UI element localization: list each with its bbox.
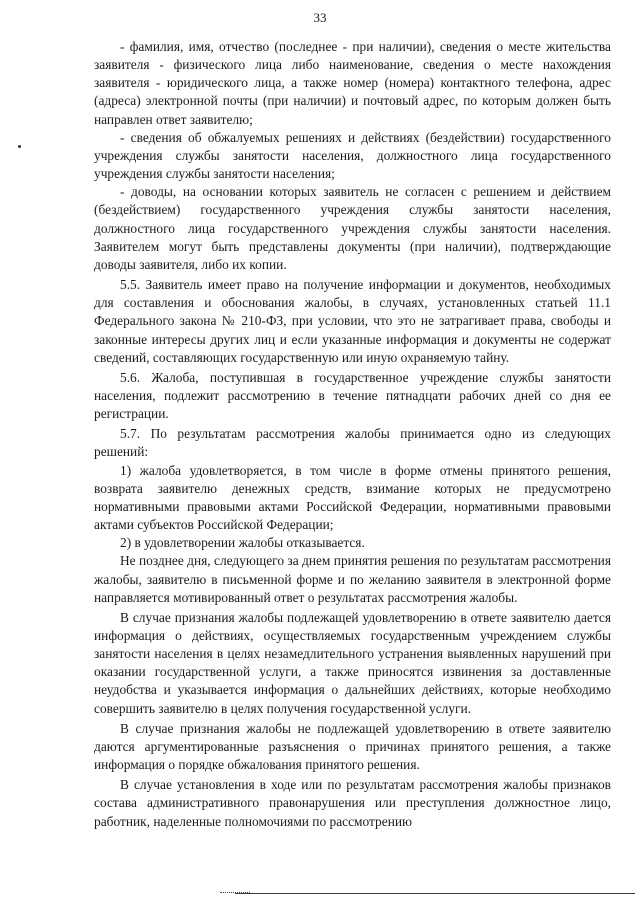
scan-speck [18,145,21,148]
document-body [94,38,611,831]
paragraph-decision-1: 1) жалоба удовлетворяется, в том числе в форме отмены принятого решения, возврата заявителю денежных средств, взимание которых не предусмотрено нормативными правовыми актами Российской Федерации, нормативными правовыми актами субъектов Российской Федерации; [94,462,611,533]
footer-divider [235,893,635,894]
paragraph-decision-2: 2) в удовлетворении жалобы отказывается. [120,535,365,551]
paragraph-complaint-satisfied: В случае признания жалобы подлежащей удовлетворению в ответе заявителю дается информация о действиях, осуществляемых государственным учреждением службы занятости населения в целях незамедлительного устранения выявленных нарушений при оказании государственной услуги, а также приносятся извинения за доставленные неудобства и указывается информация о дальнейших действиях, которые необходимо совершить заявителю в целях получения государственной услуги. [94,609,611,716]
paragraph-arguments: - доводы, на основании которых заявитель не согласен с решением и действием (бездействием) государственного учреждения службы занятости населения, должностного лица государственного учреждения службы занятости населения. Заявителем могут быть представлены документы (при наличии), подтверждающие доводы заявителя, либо их копии. [94,184,611,272]
paragraph-applicant-name: - фамилия, имя, отчество (последнее - при наличии), сведения о месте жительства заявителя - физического лица либо наименование, сведения о месте нахождения заявителя - юридического лица, а также номер (номера) контактного телефона, адрес (адреса) электронной почты (при наличии) и почтовый адрес, по которым должен быть направлен ответ заявителю; [94,39,611,127]
paragraph-violation-found: В случае установления в ходе или по результатам рассмотрения жалобы признаков состава административного правонарушения или преступления должностное лицо, работник, наделенные полномочиями по рассмотрению [94,777,611,829]
paragraph-complaint-rejected: В случае признания жалобы не подлежащей удовлетворению в ответе заявителю даются аргументированные разъяснения о причинах принятого решения, а также информация о порядке обжалования принятого решения. [94,720,611,773]
paragraph-5-7: 5.7. По результатам рассмотрения жалобы принимается одно из следующих решений: [94,426,611,460]
paragraph-appealed-decisions: - сведения об обжалуемых решениях и действиях (бездействии) государственного учреждения службы занятости населения, должностного лица государственного учреждения службы занятости населения; [94,129,611,182]
page-number: 33 [313,10,327,25]
paragraph-5-5: 5.5. Заявитель имеет право на получение информации и документов, необходимых для составления и обоснования жалобы, в случаях, установленных статьей 11.1 Федерального закона № 210-ФЗ, при условии, что это не затрагивает права, свободы и законные интересы других лиц и если указанные информация и документы не содержат сведений, составляющих государственную или иную охраняемую тайну. [94,277,611,365]
paragraph-5-6: 5.6. Жалоба, поступившая в государственное учреждение службы занятости населения, подлежит рассмотрению в течение пятнадцати рабочих дней со дня ее регистрации. [94,369,611,422]
paragraph-response-deadline: Не позднее дня, следующего за днем принятия решения по результатам рассмотрения жалобы, заявителю в письменной форме и по желанию заявителя в электронной форме направляется мотивированный ответ о результатах рассмотрения жалобы. [94,553,611,605]
